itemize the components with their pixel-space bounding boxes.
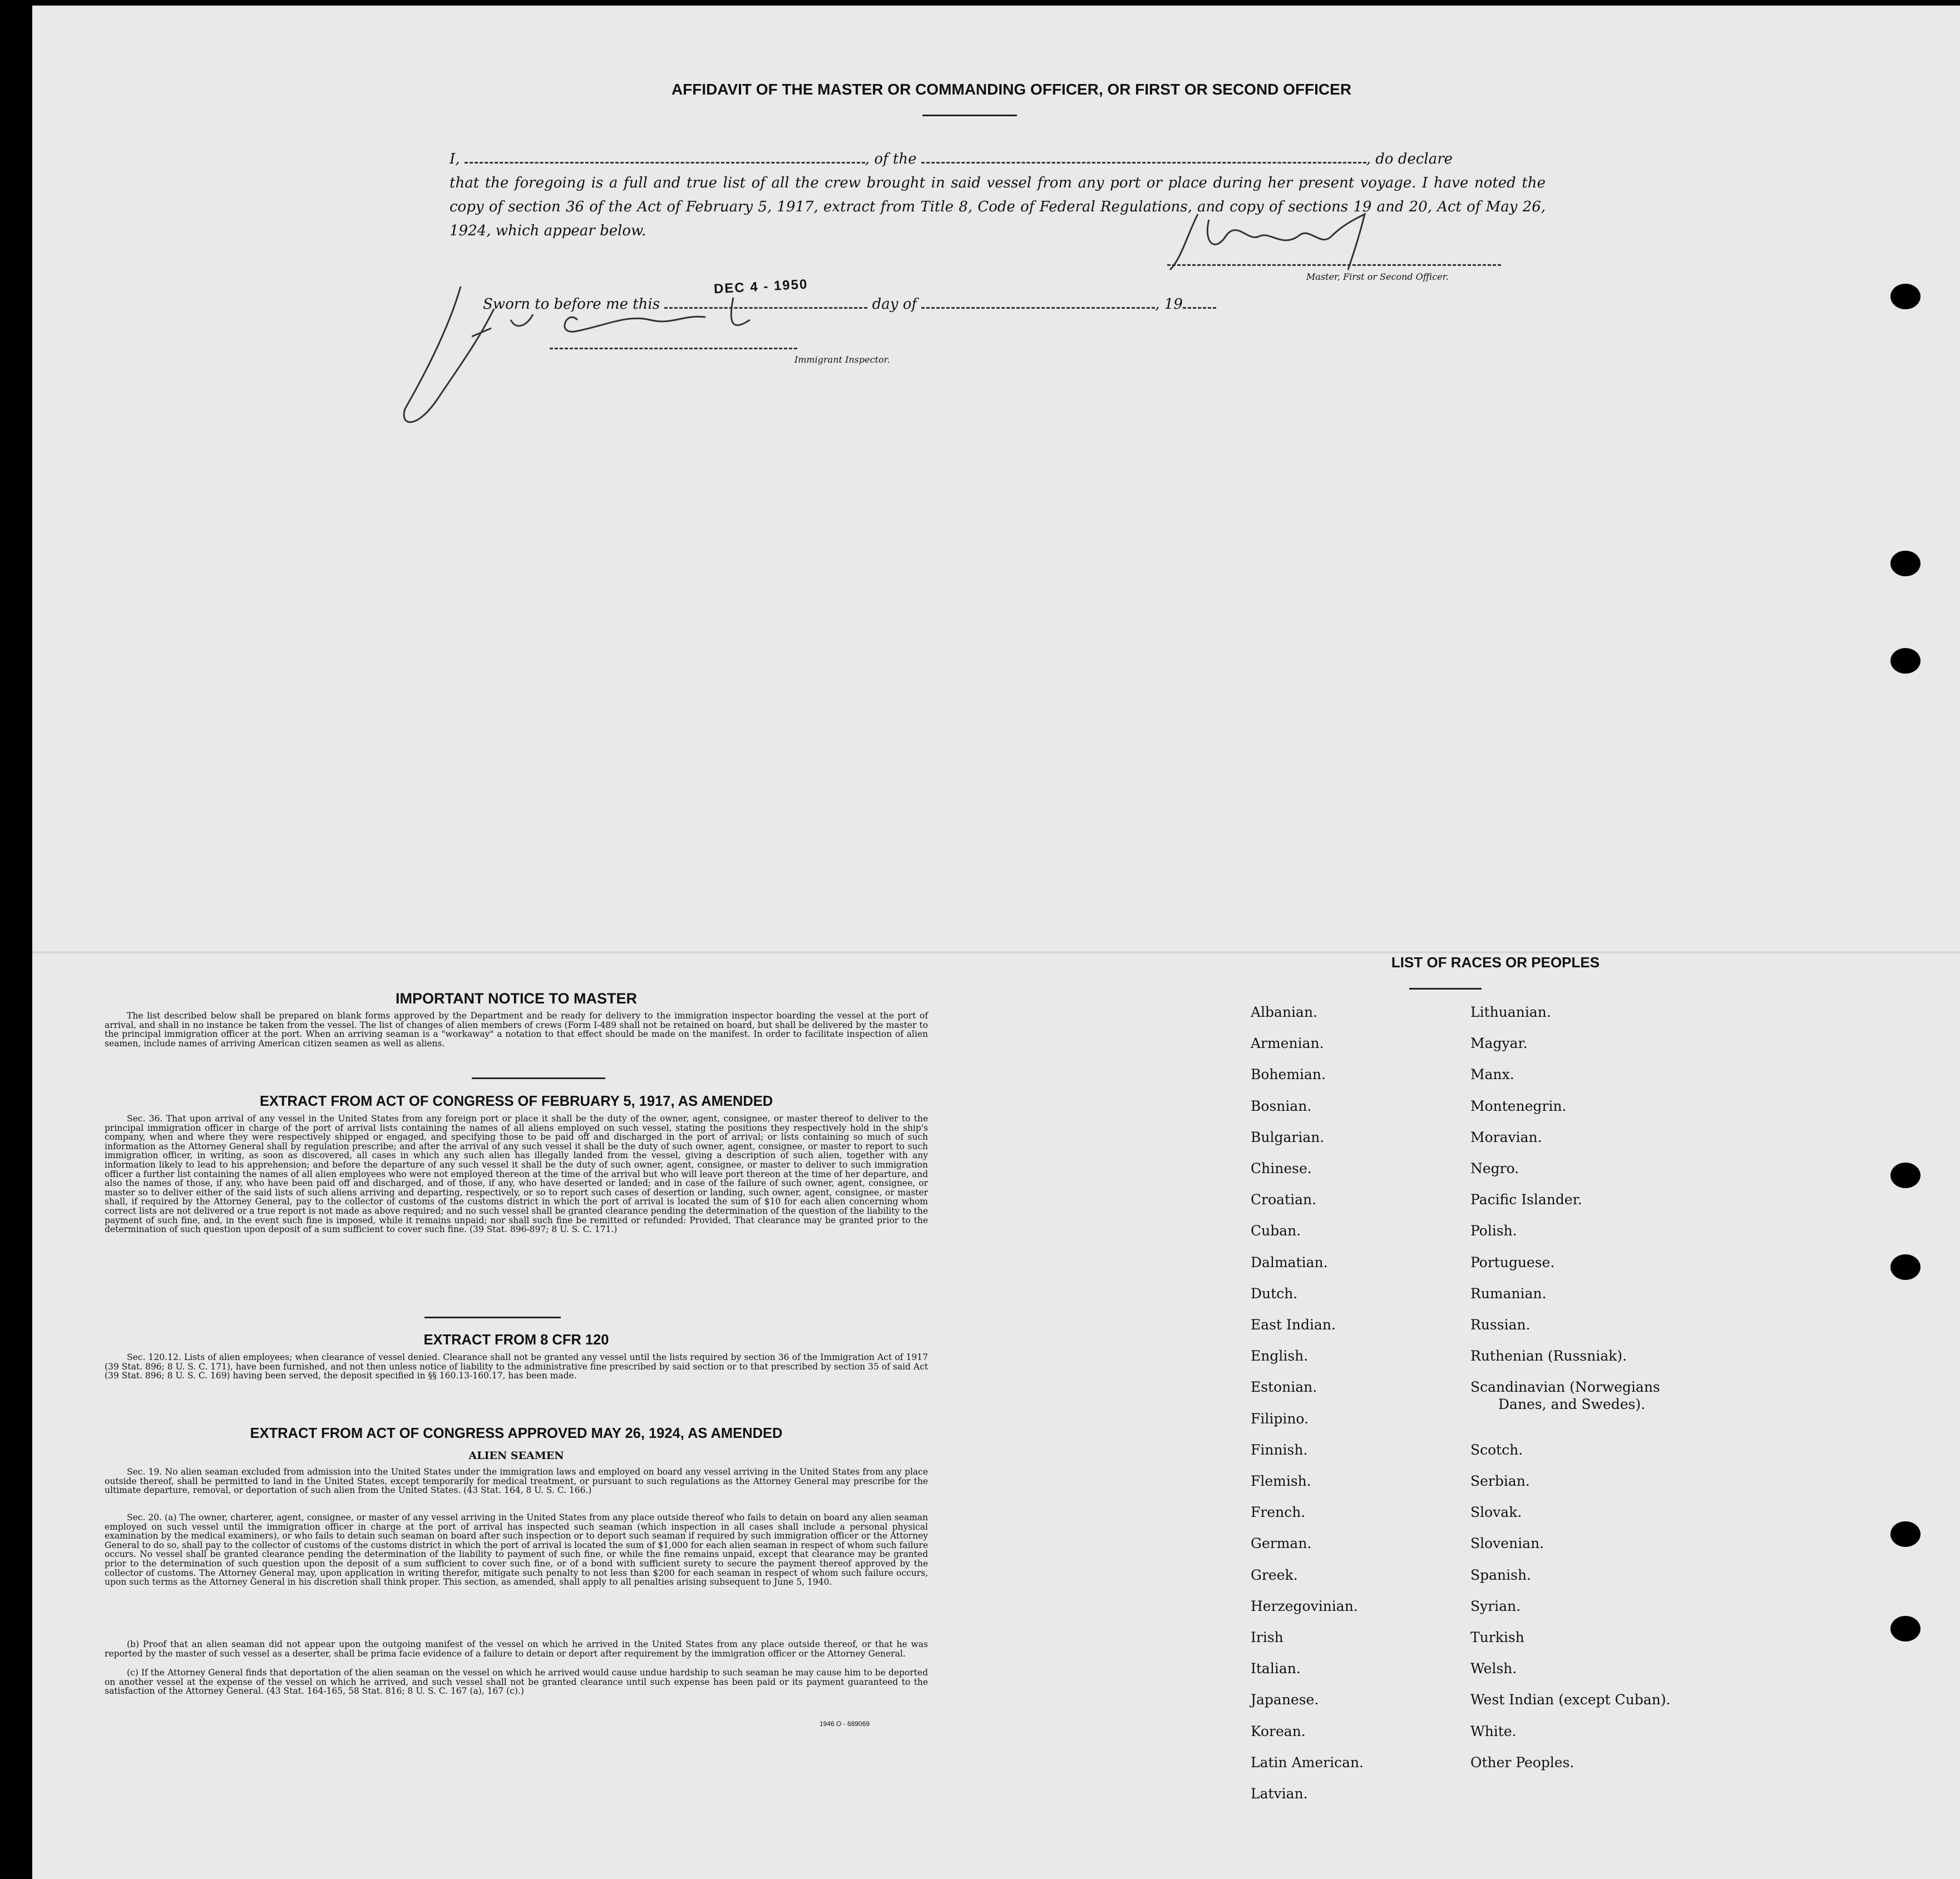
fold-crease	[32, 951, 1960, 953]
inspector-sign-line[interactable]	[550, 348, 797, 349]
year-prefix: , 19	[1155, 296, 1183, 313]
race-item: Bulgarian.	[1251, 1129, 1325, 1145]
extract-1917-text: Sec. 36. That upon arrival of any vessel in the United States from any foreign port or place it shall be the duty of the owner, agent, consignee, or master thereof to deliver to the principal immigration officer in charge of the port of arrival lists containing the names of all aliens employed on such vessel, stating the positions they respectively hold in the ship's company, when and where they were respectively shipped or engaged, and specifying those to be paid off and discharged in the port of arrival; or lists containing so much of such information as the Attorney General shall by regulation prescribe; and after the arrival of any such vessel it shall be the duty of such owner, agent, consignee, or master to report to such immigration officer, in writing, as soon as discovered, all cases in which any such alien has illegally landed from the vessel, giving a description of such alien, together with any information likely to lead to his apprehension; and before the departure of any such vessel it shall be the duty of such owner, agent, consignee, or master to deliver to such immigration officer a further list containing the names of all alien employees who were not employed thereon at the time of the arrival but who will leave port thereon at the time of her departure, and also the names of those, if any, who have been paid off and discharged, and of those, if any, who have deserted or landed; and in case of the failure of such owner, agent, consignee, or master so to deliver either of the said lists of such aliens arriving and departing, respectively, or so to report such cases of desertion or landing, such owner, agent, consignee, or master shall, if required by the Attorney General, pay to the collector of customs of the customs district in which the port of arrival is located the sum of $10 for each alien concerning whom correct lists are not delivered or a true report is not made as above required; and no such vessel shall be granted clearance pending the determination of the question of the liability to the payment of such fine, and, in the event such fine is imposed, while it remains unpaid; nor shall such fine be remitted or refunded: Provided, That clearance may be granted prior to the determination of such question upon deposit of a sum sufficient to cover such fine. (39 Stat. 896-897; 8 U. S. C. 171.)	[105, 1114, 928, 1235]
section-20b-text: (b) Proof that an alien seaman did not appear upon the outgoing manifest of the vessel on which he arrived in the United States from any place outside thereof, or that he was reported by the master of such vessel as a deserter, shall be prima facie evidence of a failure to detain or deport after requirement by the immigration officer or the Attorney General.	[105, 1639, 928, 1659]
race-item: Russian.	[1470, 1317, 1531, 1333]
master-signature	[1164, 203, 1415, 281]
race-item: Bosnian.	[1251, 1097, 1312, 1114]
punch-hole	[1890, 1163, 1920, 1188]
race-item: Finnish.	[1251, 1441, 1308, 1458]
punch-hole	[1890, 1616, 1920, 1641]
race-item: English.	[1251, 1348, 1309, 1364]
alien-seamen-subtitle: ALIEN SEAMEN	[468, 1450, 564, 1462]
race-item: Armenian.	[1251, 1035, 1324, 1052]
race-item: Japanese.	[1251, 1692, 1319, 1708]
race-item: Pacific Islander.	[1470, 1191, 1582, 1208]
extract-cfr-text: Sec. 120.12. Lists of alien employees; when clearance of vessel denied. Clearance shall not be granted any vessel until the lists required by section 36 of the Immigration Act of 1917 (39 Stat. 896; 8 U. S. C. 171), have been furnished, and not then unless notice of liability to the administrative fine prescribed by said section or to that prescribed by section 35 of said Act (39 Stat. 896; 8 U. S. C. 169) having been served, the deposit specified in §§ 160.13-160.17, has been made.	[105, 1352, 928, 1381]
race-item: Estonian.	[1251, 1379, 1317, 1396]
form-page	[32, 6, 1960, 1879]
race-item: Rumanian.	[1470, 1285, 1547, 1302]
section-20a-text: Sec. 20. (a) The owner, charterer, agent, consignee, or master of any vessel arriving in the United States from any place outside thereof who fails to detain on board any alien seaman employed on such vessel until the immigration officer in charge at the port of arrival has inspected such seaman (which inspection in all cases shall include a personal physical examination by the medical examiners), or who fails to detain such seaman on board after such inspection or to deport such seaman if required by such immigration officer or the Attorney General to do so, shall pay to the collector of customs of the customs district in which the port of arrival is located the sum of $1,000 for each alien seaman in respect of whom such failure occurs. No vessel shall be granted clearance pending the determination of the liability to payment of such fine, or while the fine remains unpaid, except that clearance may be granted prior to the determination of such question upon the deposit of a sum sufficient to cover such fine, or of a bond with sufficient surety to secure the payment thereof approved by the collector of customs. The Attorney General may, upon application in writing therefor, mitigate such penalty to not less than $200 for each seaman in respect of whom such failure occurs, upon such terms as the Attorney General in his discretion shall think proper. This section, as amended, shall apply to all penalties arising subsequent to June 5, 1940.	[105, 1512, 928, 1588]
race-item: Albanian.	[1251, 1004, 1318, 1020]
race-item: Scotch.	[1470, 1441, 1523, 1458]
punch-hole	[1890, 648, 1920, 674]
race-item: West Indian (except Cuban).	[1470, 1692, 1671, 1708]
race-item: Magyar.	[1470, 1035, 1528, 1052]
race-item: Ruthenian (Russniak).	[1470, 1348, 1627, 1364]
month-blank[interactable]	[921, 295, 1155, 309]
affidavit-text: that the foregoing is a full and true list of all the crew brought in said vessel from any port or place during her present voyage. I have noted the copy of section 36 of the Act of February 5, 1917, extract from Title 8, Code of Federal Regulations, and copy of sections 19 and 20, Act of May 26, 1924, which appear below.	[450, 175, 1546, 239]
race-item: Dalmatian.	[1251, 1254, 1328, 1270]
extract-1917-title: EXTRACT FROM ACT OF CONGRESS OF FEBRUARY 5, 1917, AS AMENDED	[259, 1094, 773, 1109]
section-19-text: Sec. 19. No alien seaman excluded from admission into the United States under the immigration laws and employed on board any vessel arriving in the United States from any place outside thereof, shall be permitted to land in the United States, except temporarily for medical treatment, or pursuant to such regulations as the Attorney General may prescribe for the ultimate departure, removal, or deportation of such alien from the United States. (43 Stat. 164, 8 U. S. C. 166.)	[105, 1467, 928, 1496]
race-item: Manx.	[1470, 1066, 1514, 1083]
section-rule	[472, 1077, 605, 1079]
race-item: Irish	[1251, 1629, 1283, 1645]
race-item: White.	[1470, 1723, 1517, 1739]
races-rule	[1409, 988, 1482, 990]
name-blank[interactable]	[465, 150, 865, 164]
punch-hole	[1890, 1521, 1920, 1547]
master-label: Master, First or Second Officer.	[1306, 271, 1449, 282]
notice-title: IMPORTANT NOTICE TO MASTER	[396, 990, 637, 1007]
race-item: Herzegovinian.	[1251, 1598, 1358, 1614]
master-sign-line[interactable]	[1167, 264, 1501, 266]
race-item: Korean.	[1251, 1723, 1306, 1739]
race-item: Filipino.	[1251, 1410, 1309, 1427]
race-item: Latvian.	[1251, 1786, 1308, 1802]
title-rule	[922, 115, 1017, 116]
race-item: Other Peoples.	[1470, 1754, 1574, 1771]
race-item: French.	[1251, 1504, 1306, 1521]
race-item: Cuban.	[1251, 1223, 1301, 1239]
race-item: Scandinavian (Norwegians	[1470, 1379, 1660, 1396]
race-item: Polish.	[1470, 1223, 1517, 1239]
section-20c-text: (c) If the Attorney General finds that deportation of the alien seaman on the vessel on which he arrived would cause undue hardship to such seaman he may cause him to be deported on another vessel at the expense of the vessel on which he arrived, and such vessel shall not be granted clearance until such expense has been paid or its payment guaranteed to the satisfaction of the Attorney General. (43 Stat. 164-165, 58 Stat. 816; 8 U. S. C. 167 (a), 167 (c).)	[105, 1668, 928, 1697]
race-item: Slovak.	[1470, 1504, 1522, 1521]
extract-1924-title: EXTRACT FROM ACT OF CONGRESS APPROVED MAY 26, 1924, AS AMENDED	[250, 1426, 783, 1441]
year-blank[interactable]	[1183, 295, 1216, 309]
inspector-label: Immigrant Inspector.	[794, 354, 890, 365]
sworn-label: Sworn to before me this	[483, 296, 660, 313]
race-item: Turkish	[1470, 1629, 1524, 1645]
race-item: Latin American.	[1251, 1754, 1364, 1771]
race-item: Serbian.	[1470, 1473, 1530, 1489]
punch-hole	[1890, 551, 1920, 576]
race-item: Syrian.	[1470, 1598, 1521, 1614]
race-item: Lithuanian.	[1470, 1004, 1551, 1020]
races-title: LIST OF RACES OR PEOPLES	[1391, 954, 1600, 971]
affidavit-title: AFFIDAVIT OF THE MASTER OR COMMANDING OFFICER, OR FIRST OR SECOND OFFICER	[671, 81, 1352, 98]
print-code: 1946 O - 689069	[819, 1720, 870, 1728]
vessel-blank[interactable]	[921, 150, 1366, 164]
race-item: Portuguese.	[1470, 1254, 1555, 1270]
inspector-signature	[394, 275, 794, 437]
race-item: Negro.	[1470, 1160, 1519, 1176]
race-item: Moravian.	[1470, 1129, 1542, 1145]
race-item: German.	[1251, 1535, 1312, 1552]
of-the-label: , of the	[865, 151, 917, 167]
race-item: Slovenian.	[1470, 1535, 1544, 1552]
race-item: Welsh.	[1470, 1660, 1517, 1677]
punch-hole	[1890, 1254, 1920, 1280]
race-item: Danes, and Swedes).	[1498, 1396, 1646, 1413]
notice-text: The list described below shall be prepared on blank forms approved by the Department and be ready for delivery to the immigration inspector boarding the vessel at the port of arrival, and shall in no instance be taken from the vessel. The list of changes of alien members of crews (Form I-489 shall not be retained on board, but shall be delivered by the master to the principal immigration officer at the port. When an arriving seaman is a "workaway" a notation to that effect should be made on the manifest. In order to facilitate inspection of alien seamen, include names of arriving American citizen seamen as well as aliens.	[105, 1011, 928, 1049]
race-item: Croatian.	[1251, 1191, 1317, 1208]
punch-hole	[1890, 284, 1920, 309]
day-of-label: day of	[872, 296, 917, 313]
do-declare-label: , do declare	[1366, 151, 1453, 167]
i-label: I,	[450, 151, 460, 167]
race-item: Chinese.	[1251, 1160, 1312, 1176]
extract-cfr-title: EXTRACT FROM 8 CFR 120	[423, 1332, 609, 1348]
race-item: Spanish.	[1470, 1566, 1532, 1583]
race-item: East Indian.	[1251, 1317, 1336, 1333]
race-item: Bohemian.	[1251, 1066, 1326, 1083]
date-stamp: DEC 4 - 1950	[713, 276, 808, 297]
race-item: Flemish.	[1251, 1473, 1311, 1489]
race-item: Dutch.	[1251, 1285, 1298, 1302]
race-item: Greek.	[1251, 1566, 1298, 1583]
race-item: Italian.	[1251, 1660, 1301, 1677]
section-rule	[424, 1317, 561, 1318]
race-item: Montenegrin.	[1470, 1097, 1567, 1114]
